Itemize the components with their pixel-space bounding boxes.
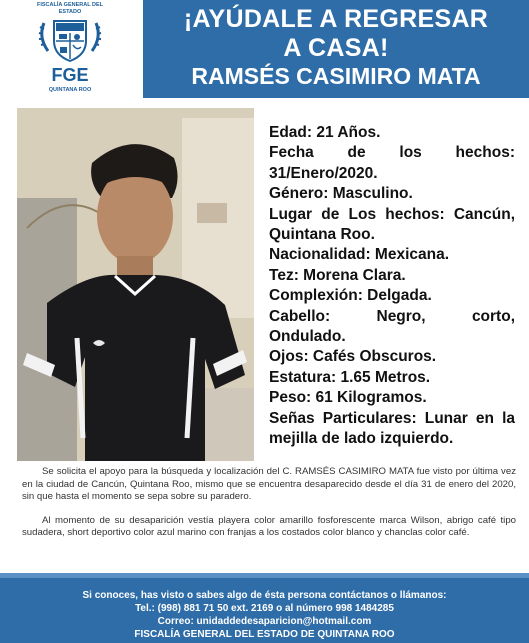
contact-email: Correo: unidaddedesaparicion@hotmail.com [157, 616, 372, 627]
detail-height: Estatura: 1.65 Metros. [269, 368, 431, 386]
detail-marks-line-1: Señas Particulares: Lunar en la [269, 409, 515, 427]
detail-weight: Peso: 61 Kilogramos. [269, 389, 427, 407]
logo-org-bottom: QUINTANA ROO [48, 87, 92, 93]
logo-abbreviation: FGE [51, 65, 89, 85]
detail-hair-line-1: Cabello: Negro, corto, [269, 307, 515, 325]
detail-date-value: 31/Enero/2020. [269, 164, 378, 182]
description-paragraph-1: Se solicita el apoyo para la búsqueda y localización del C. RAMSÉS CASIMIRO MATA fue visto por última vez en la ciudad de Cancún, Quintana Roo, mismo que se encuentra desaparecido desde el día 31 de enero del 2020, sin que hasta el momento se sepa sobre su paradero. [22, 466, 516, 502]
detail-complexion-skin: Tez: Morena Clara. [269, 266, 406, 284]
footer-org-name: FISCALÍA GENERAL DEL ESTADO DE QUINTANA ROO [134, 629, 395, 640]
detail-hair-line-2: Ondulado. [269, 328, 346, 346]
detail-build: Complexión: Delgada. [269, 287, 432, 305]
detail-date-label: Fecha de los hechos: [269, 144, 515, 162]
headline-line-2: A CASA! [283, 34, 389, 62]
description-paragraph-2: Al momento de su desaparición vestía playera color amarillo fosforescente marca Wilson, abrigo café tipo sudadera, short deportivo color azul marino con franjas a los costados color blanco y chanclas color café. [22, 514, 516, 538]
fge-logo [0, 0, 140, 98]
footer-divider [0, 573, 529, 578]
headline-line-1: ¡AYÚDALE A REGRESAR [183, 5, 489, 33]
contact-phone: Tel.: (998) 881 71 50 ext. 2169 o al número 998 1484285 [135, 603, 394, 614]
detail-place-line-2: Quintana Roo. [269, 226, 375, 244]
header [0, 0, 529, 98]
person-details [269, 123, 515, 450]
state-seal-icon [34, 17, 106, 65]
contact-intro: Si conoces, has visto o sabes algo de ésta persona contáctanos o llámanos: [82, 590, 447, 601]
detail-age: Edad: 21 Años. [269, 124, 381, 141]
person-photo [17, 108, 254, 461]
detail-place-line-1: Lugar de Los hechos: Cancún, [269, 205, 515, 223]
logo-org-top: FISCALÍA GENERAL DEL ESTADO [36, 2, 103, 15]
title-banner [143, 0, 529, 98]
missing-person-name: RAMSÉS CASIMIRO MATA [191, 63, 481, 89]
detail-eyes: Ojos: Cafés Obscuros. [269, 348, 437, 366]
description-text [22, 466, 516, 551]
detail-gender: Género: Masculino. [269, 185, 413, 203]
contact-footer [0, 573, 529, 643]
detail-marks-line-2: mejilla de lado izquierdo. [269, 430, 454, 448]
detail-nationality: Nacionalidad: Mexicana. [269, 246, 450, 264]
